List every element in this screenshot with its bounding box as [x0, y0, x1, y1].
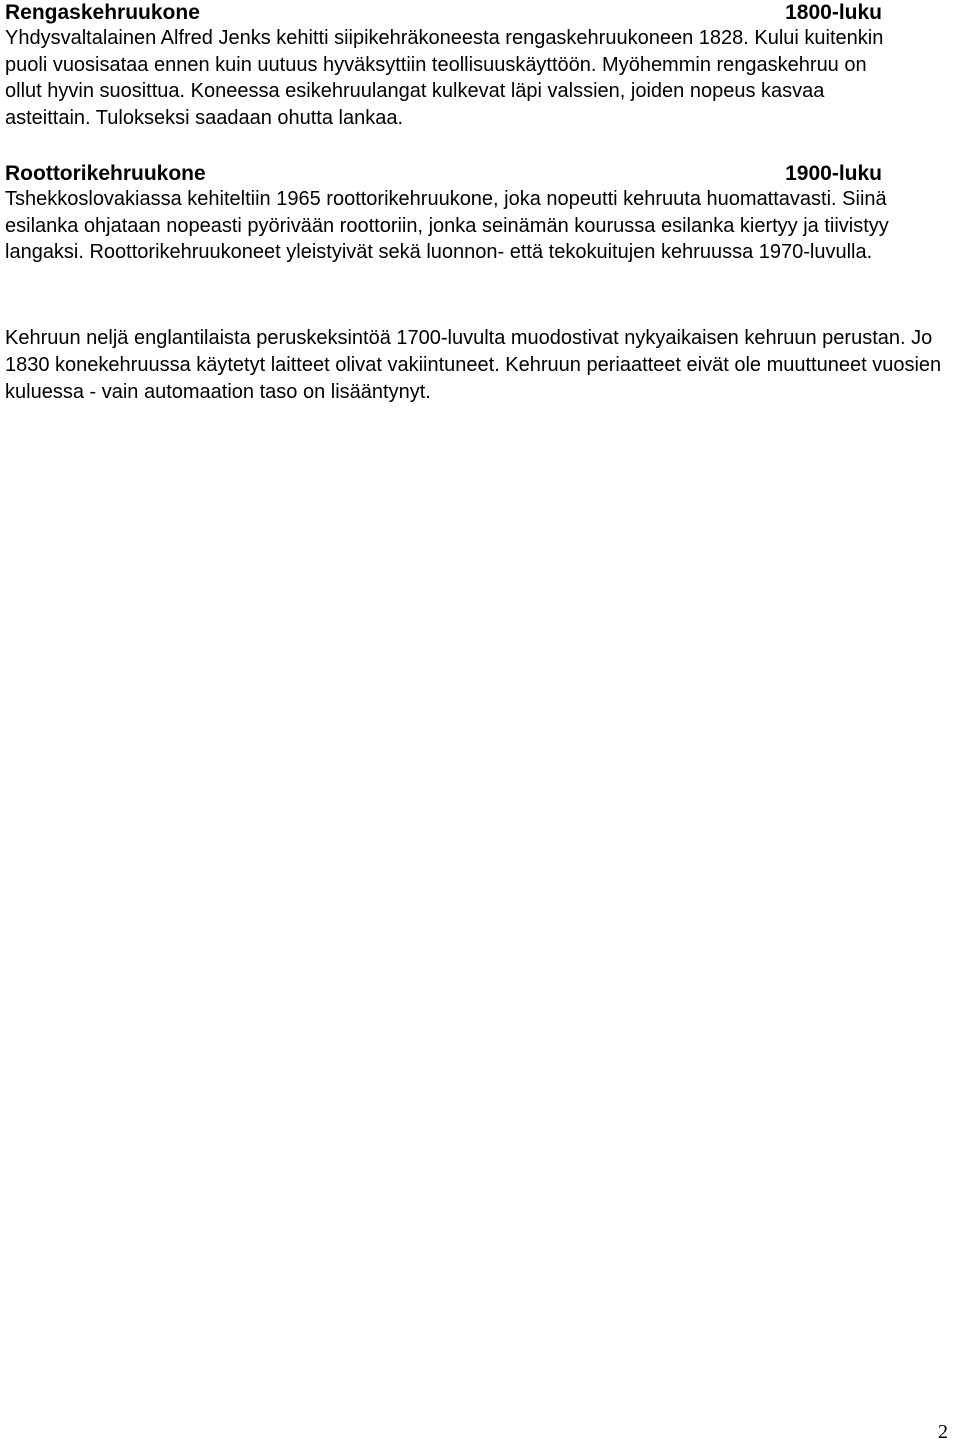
section-paragraph: Yhdysvaltalainen Alfred Jenks kehitti siipikehräkoneesta rengaskehruukoneen 1828. Kului kuitenkin puoli vuosisataa ennen kuin uutuus hyväksyttiin teollisuuskäyttöön. Myöhemmin rengaskehruu on ollut hyvin suosittua. Koneessa esikehruulangat kulkevat läpi valssien, joiden nopeus kasvaa asteittain. Tulokseksi saadaan ohutta lankaa.	[5, 27, 884, 129]
section-era: 1800-luku	[785, 1, 882, 24]
section-rotor-spinning	[5, 161, 905, 266]
section-ring-spinning	[5, 0, 905, 131]
page-number: 2	[938, 1421, 948, 1443]
section-era: 1900-luku	[785, 162, 882, 185]
conclusion-paragraph: Kehruun neljä englantilaista peruskeksintöä 1700-luvulta muodostivat nykyaikaisen kehruun perustan. Jo 1830 konekehruussa käytetyt laitteet olivat vakiintuneet. Kehruun periaatteet eivät ole muuttuneet vuosien kuluessa - vain automaation taso on lisääntynyt.	[5, 327, 942, 403]
section-title: Roottorikehruukone	[5, 162, 206, 185]
section-heading	[5, 0, 882, 25]
section-title: Rengaskehruukone	[5, 1, 200, 24]
section-paragraph: Tshekkoslovakiassa kehiteltiin 1965 roottorikehruukone, joka nopeutti kehruuta huomattavasti. Siinä esilanka ohjataan nopeasti pyörivään roottoriin, jonka seinämän kourussa esilanka kiertyy ja tiivistyy langaksi. Roottorikehruukoneet yleistyivät sekä luonnon- että tekokuitujen kehruussa 1970-luvulla.	[5, 188, 889, 263]
section-heading	[5, 161, 882, 186]
